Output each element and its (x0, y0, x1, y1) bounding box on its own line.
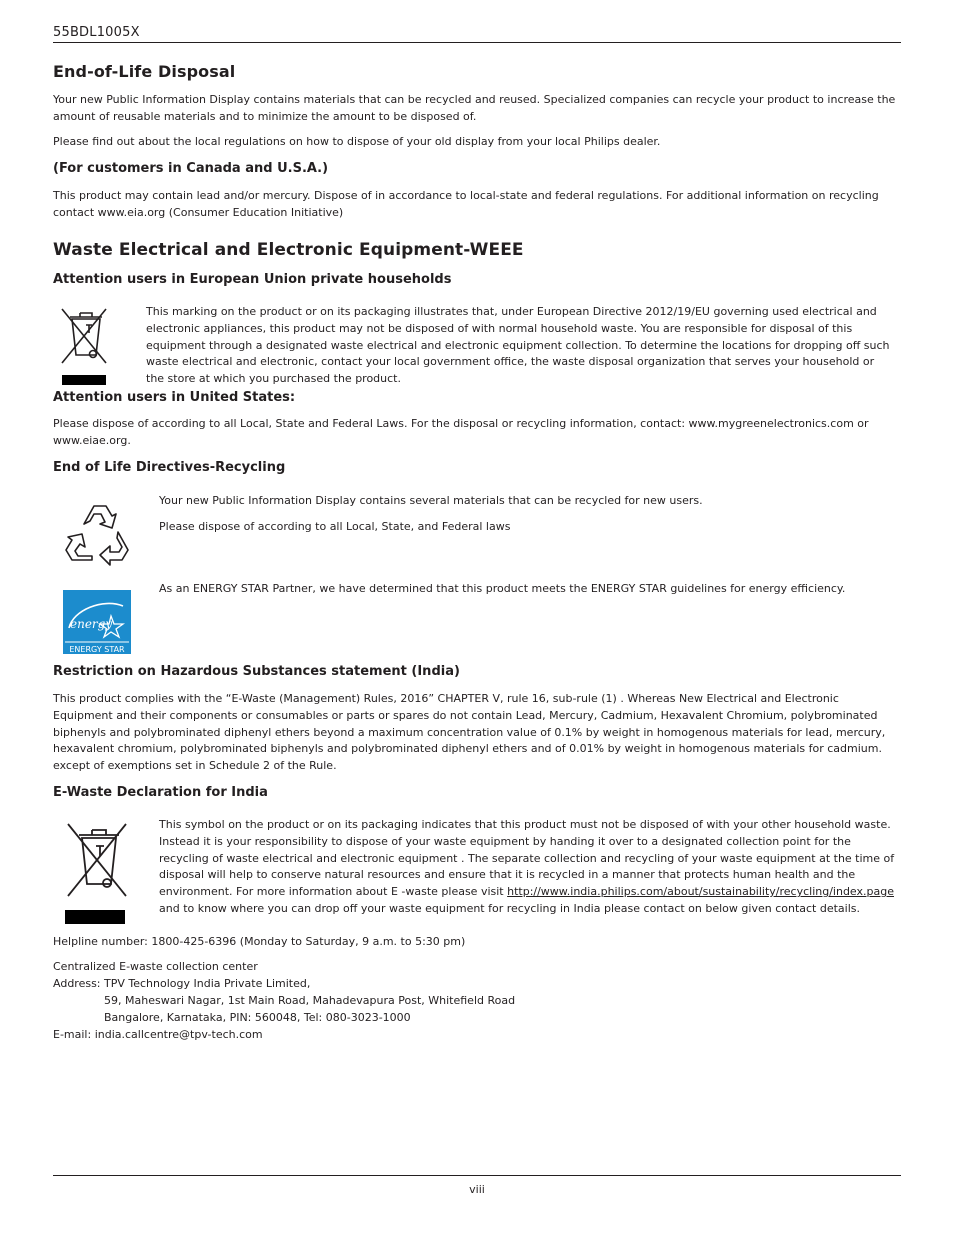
helpline-text: Helpline number: 1800-425-6396 (Monday to Saturday, 9 a.m. to 5:30 pm) (53, 935, 466, 948)
eol-title: End-of-Life Disposal (53, 62, 236, 81)
eu-text: This marking on the product or on its packaging illustrates that, under European Directive 2012/19/EU governing used electrical and electronic appliances, this product may not be disposed of with normal household waste. You are responsible for disposal of this equipment through a designated waste electrical and electronic equipment collection. To determine the locations for dropping off such waste electrical and electronic, contact your local government office, the waste disposal organization that serves your household or the store at which you purchased the product. (146, 305, 890, 386)
india-recycling-link[interactable]: http://www.india.philips.com/about/sustainability/recycling/index.page (507, 885, 894, 899)
recycle-text-2: Please dispose of according to all Local, State, and Federal laws (159, 520, 511, 533)
rohs-text: This product complies with the “E-Waste (Management) Rules, 2016” CHAPTER V, rule 16, sub-rule (1) . Whereas New Electrical and Electronic Equipment and their components or consumables or parts or spares do not contain Lead, Mercury, Cadmium, Hexavalent Chromium, polybrominated biphenyls and polybrominated diphenyl ethers beyond a maximum concentration value of 0.1% by weight in homogenous materials for lead, mercury, hexavalent chromium, polybrominated biphenyls and polybrominated diphenyl ethers and of 0.01% by weight in homogenous materials for cadmium. except of exemptions set in Schedule 2 of the Rule. (53, 692, 886, 773)
recycle-text-1: Your new Public Information Display contains several materials that can be recycled for new users. (159, 494, 703, 507)
recycle-icon (60, 500, 132, 570)
header-rule (53, 42, 901, 43)
model-number: 55BDL1005X (53, 25, 140, 40)
email-text: E-mail: india.callcentre@tpv-tech.com (53, 1028, 263, 1041)
recycling-heading: End of Life Directives-Recycling (53, 460, 286, 475)
ewaste-heading: E-Waste Declaration for India (53, 785, 268, 800)
footer-rule (53, 1175, 901, 1176)
energy-star-label: ENERGY STAR (69, 645, 125, 654)
eu-heading: Attention users in European Union private households (53, 272, 452, 287)
address-line-3: Bangalore, Karnataka, PIN: 560048, Tel: 080-3023-1000 (104, 1011, 411, 1024)
page-number: viii (469, 1183, 485, 1196)
address-line-1: Address: TPV Technology India Private Limited, (53, 977, 311, 990)
collection-center-text: Centralized E-waste collection center (53, 960, 258, 973)
energy-star-logo (63, 590, 131, 654)
weee-title: Waste Electrical and Electronic Equipment-WEEE (53, 240, 524, 260)
ewaste-text: This symbol on the product or on its packaging indicates that this product must not be disposed of with your other household waste. Instead it is your responsibility to dispose of your waste equipment by handing it over to a designated collection point for the recycling of waste electrical and electronic equipment . The separate collection and recycling of your waste equipment at the time of disposal will help to conserve natural resources and ensure that it is recycled in a manner that protects human health and the environment. For more information about E -waste please visit http://www.india.philips.com/about/sustainability/recycling/index.page and to know where you can drop off your waste equipment for recycling in India please contact on below given contact details. (159, 818, 895, 915)
canada-text: This product may contain lead and/or mercury. Dispose of in accordance to local-state and federal regulations. For additional information on recycling contact www.eia.org (Consumer Education Initiative) (53, 189, 879, 219)
energy-script-text: energy (70, 617, 113, 631)
address-line-2: 59, Maheswari Nagar, 1st Main Road, Mahadevapura Post, Whitefield Road (104, 994, 516, 1007)
eol-paragraph-1: Your new Public Information Display contains materials that can be recycled and reused. Specialized companies can recycle your product to increase the amount of reusable materials and to minimize the amount to be disposed of. (53, 93, 896, 123)
us-heading: Attention users in United States: (53, 390, 296, 405)
rohs-heading: Restriction on Hazardous Substances statement (India) (53, 664, 460, 679)
eol-paragraph-2: Please find out about the local regulations on how to dispose of your old display from your local Philips dealer. (53, 135, 661, 148)
weee-bin-icon-india (62, 818, 132, 926)
energy-text: As an ENERGY STAR Partner, we have determined that this product meets the ENERGY STAR guidelines for energy efficiency. (159, 582, 846, 595)
us-text: Please dispose of according to all Local, State and Federal Laws. For the disposal or recycling information, contact: www.mygreenelectronics.com or www.eiae.org. (53, 417, 869, 447)
weee-bin-icon (56, 303, 112, 387)
canada-heading: (For customers in Canada and U.S.A.) (53, 161, 329, 176)
